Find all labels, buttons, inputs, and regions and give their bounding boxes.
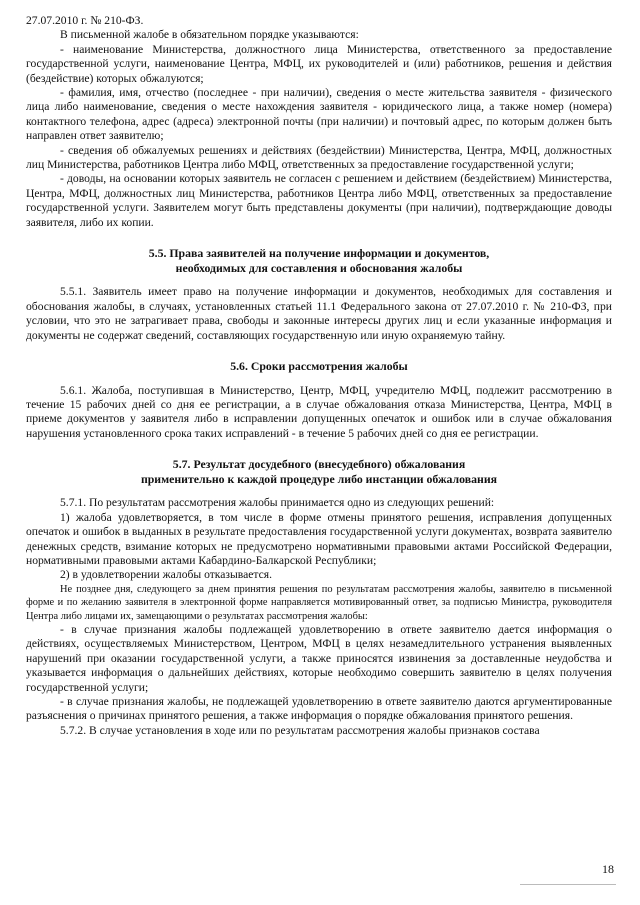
paragraph: 27.07.2010 г. № 210-ФЗ. — [26, 14, 144, 27]
paragraph: - доводы, на основании которых заявитель не согласен с решением и действием (бездействием) Министерства, Центра, МФЦ, должностных лиц Министерства, работников Центра либо МФЦ, ответственных за предоставление государственной услуги. Заявителем могут быть представлены документы (при наличии), подтверждающие доводы заявителя, либо их копии. — [26, 172, 612, 229]
paragraph: 1) жалоба удовлетворяется, в том числе в форме отмены принятого решения, исправления допущенных опечаток и ошибок в выданных в результате предоставления государственной услуги документах, возврата заявителю денежных средств, взимание которых не предусмотрено нормативными правовыми актами Российской Федерации, нормативными правовыми актами Кабардино-Балкарской Республики; — [26, 510, 612, 567]
paragraph: 2) в удовлетворении жалобы отказывается. — [60, 568, 272, 582]
spacer — [26, 441, 612, 457]
paragraph: 5.5.1. Заявитель имеет право на получение информации и документов, необходимых для составления и обоснования жалобы, в случаях, установленных статьей 11.1 Федерального закона от 27.07.2010 г. № 210-ФЗ, при условии, что это не затрагивает права, свободы и законные интересы других лиц и если указанные информация и документы не содержат сведений, составляющих государственную или иную охраняемую тайну. — [26, 285, 612, 342]
paragraph: - в случае признания жалобы подлежащей удовлетворению в ответе заявителю дается информация о действиях, осуществляемых Министерством, Центром, МФЦ в целях незамедлительного устранения выявленных нарушений при оказании государственной услуги, а также приносятся извинения за доставленные неудобства и указывается информация о дальнейших действиях, которые необходимо совершить заявителю в целях получения государственной услуги; — [26, 622, 612, 694]
section-heading: 5.5. Права заявителей на получение информации и документов, — [148, 246, 490, 261]
footer-rule — [520, 884, 616, 885]
paragraph: - сведения об обжалуемых решениях и действиях (бездействии) Министерства, Центра, МФЦ, должностных лиц Министерства, работников Центра либо МФЦ, ответственных за предоставление государственной услуги; — [26, 143, 612, 172]
paragraph: Не позднее дня, следующего за днем принятия решения по результатам рассмотрения жалобы, заявителю в письменной форме и по желанию заявителя в электронной форме направляется мотивированный ответ, за подписью Министра, руководителя Центра либо лицами их, замещающими о результатах рассмотрения жалобы: — [26, 583, 612, 622]
paragraph: В письменной жалобе в обязательном порядке указываются: — [60, 28, 359, 42]
paragraph: - наименование Министерства, должностного лица Министерства, ответственного за предоставление государственной услуги, наименование Центра, МФЦ, их руководителей и (или) работников, решения и действия (бездействие) которых обжалуются; — [26, 42, 612, 85]
section-heading: 5.7. Результат досудебного (внесудебного) обжалования — [172, 457, 466, 472]
paragraph: - фамилия, имя, отчество (последнее - при наличии), сведения о месте жительства заявителя - физического лица либо наименование, сведения о месте нахождения заявителя - юридического лица, а также номер (номера) контактного телефона, адрес (адреса) электронной почты (при наличии) и почтовый адрес, по которым должен быть направлен ответ заявителю; — [26, 86, 612, 143]
paragraph: 5.7.1. По результатам рассмотрения жалобы принимается одно из следующих решений: — [60, 496, 495, 510]
spacer — [26, 230, 612, 246]
section-heading: необходимых для составления и обоснования жалобы — [175, 260, 463, 275]
paragraph: 5.7.2. В случае установления в ходе или по результатам рассмотрения жалобы признаков состава — [60, 723, 540, 737]
document-body — [26, 14, 612, 738]
spacer — [26, 486, 612, 496]
paragraph: - в случае признания жалобы, не подлежащей удовлетворению в ответе заявителю даются аргументированные разъяснения о причинах принятого решения, а также информация о порядке обжалования принятого решения. — [26, 695, 612, 723]
paragraph: 5.6.1. Жалоба, поступившая в Министерство, Центр, МФЦ, учредителю МФЦ, подлежит рассмотрению в течение 15 рабочих дней со дня ее регистрации, а в случае обжалования отказа Министерства, Центра, МФЦ в приеме документов у заявителя либо в исправлении допущенных опечаток и ошибок или в случае обжалования нарушения установленного срока таких исправлений - в течение 5 рабочих дней со дня ее регистрации. — [26, 383, 612, 440]
section-heading: 5.6. Сроки рассмотрения жалобы — [230, 358, 408, 373]
spacer — [26, 343, 612, 359]
page-number: 18 — [602, 862, 614, 876]
spacer — [26, 374, 612, 384]
spacer — [26, 275, 612, 285]
section-heading: применительно к каждой процедуре либо инстанции обжалования — [140, 471, 498, 486]
